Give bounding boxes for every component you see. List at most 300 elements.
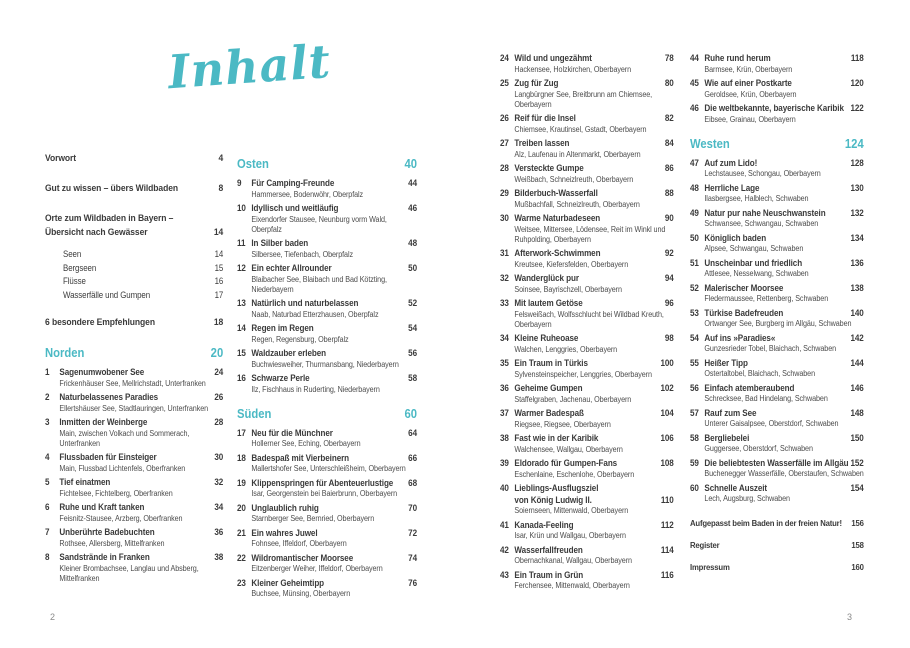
entry-number: 20 (237, 502, 246, 513)
entry-sublabel: Ilasbergsee, Halblech, Schwaben (704, 194, 809, 203)
front-matter-row (45, 212, 223, 226)
toc-entry-row (237, 298, 417, 310)
toc-entry-row (237, 348, 417, 360)
entry-sublabel: Langbürgner See, Breitbrunn am Chiemsee, Oberbayern (514, 89, 653, 109)
entry-page: 104 (660, 408, 674, 418)
entry-number: 24 (500, 53, 509, 63)
entry-title: Ruhe und Kraft tanken (59, 502, 145, 512)
entry-number: 1 (45, 367, 50, 377)
toc-entry (690, 308, 864, 330)
footer-page: 158 (851, 540, 864, 550)
toc-entry (45, 502, 223, 524)
entry-title: Wie auf einer Postkarte (704, 78, 792, 88)
entry-sublabel: Weitsee, Mittersee, Lödensee, Reit im Winkl und Ruhpolding, Oberbayern (514, 224, 666, 244)
entry-title: Türkise Badefreuden (704, 307, 784, 318)
toc-entry-row (237, 578, 417, 590)
entry-number: 30 (500, 213, 509, 223)
entry-page: 118 (850, 53, 864, 63)
toc-entry (690, 333, 864, 355)
toc-column-4 (690, 53, 864, 584)
toc-entry-row (500, 78, 674, 90)
entry-number: 44 (690, 53, 699, 63)
entry-title: Reif für die Insel (514, 113, 576, 123)
entry-sublabel: Sylvensteinspeicher, Lenggries, Oberbayern (514, 369, 652, 379)
front-matter-row (45, 152, 223, 166)
toc-entry-row (45, 552, 223, 564)
toc-entry (690, 258, 864, 280)
front-matter-label: Bergseen (63, 262, 97, 273)
toc-entry (237, 298, 417, 320)
entry-page: 50 (408, 263, 417, 273)
entry-number: 35 (500, 358, 509, 368)
toc-entry (237, 348, 417, 370)
entry-title: Malerischer Moorsee (704, 282, 784, 293)
entry-number: 37 (500, 408, 509, 418)
entry-number: 29 (500, 188, 509, 198)
entry-sublabel: Hammersee, Bodenwöhr, Oberpfalz (251, 189, 364, 199)
entry-page: 76 (408, 577, 417, 588)
entry-sublabel: Soiernseen, Mittenwald, Oberbayern (514, 506, 629, 515)
entry-sublabel: Schrecksee, Bad Hindelang, Schwaben (704, 394, 828, 403)
toc-entry-row (237, 203, 417, 215)
toc-entry (237, 203, 417, 235)
entry-number: 46 (690, 103, 699, 113)
entry-number: 49 (690, 207, 699, 218)
footer-label: Register (690, 540, 720, 550)
toc-entry (237, 503, 417, 525)
entry-title: Regen im Regen (251, 323, 314, 333)
entry-number: 60 (690, 482, 699, 493)
footer-item (690, 518, 864, 530)
entry-page: 130 (850, 182, 864, 193)
entry-page: 78 (664, 53, 674, 63)
toc-entry (237, 578, 417, 600)
toc-entry (237, 428, 417, 450)
entry-sublabel: Silbersee, Tiefenbach, Oberpfalz (251, 249, 353, 259)
entry-page: 154 (850, 482, 864, 493)
entry-sublabel: Hackensee, Holzkirchen, Oberbayern (514, 64, 632, 74)
entry-sublabel: Barmsee, Krün, Oberbayern (704, 64, 793, 74)
entry-sublabel: Fohnsee, Iffeldorf, Oberbayern (251, 539, 347, 548)
front-matter-label: Gut zu wissen – übers Wildbaden (45, 183, 179, 194)
toc-entry-row (500, 520, 674, 532)
entry-number: 45 (690, 78, 699, 88)
toc-entry-row (237, 373, 417, 385)
front-matter-item (45, 289, 223, 303)
front-matter-page: 14 (214, 249, 224, 259)
toc-entry (690, 483, 864, 505)
toc-entry (690, 158, 864, 180)
toc-entry-row (690, 358, 864, 370)
entry-title: Auf ins »Paradies« (704, 332, 776, 343)
section-page: 124 (844, 136, 864, 151)
entry-sublabel: Main, Flussbad Lichtenfels, Oberfranken (59, 463, 186, 473)
toc-entry-row (690, 233, 864, 245)
toc-entry-row (237, 553, 417, 565)
entry-title-continued: von König Ludwig II. (514, 494, 592, 505)
entry-page: 68 (408, 477, 417, 488)
toc-entry (500, 78, 674, 110)
entry-number: 41 (500, 519, 509, 530)
toc-entry-row (45, 417, 223, 429)
toc-entry-row (500, 570, 674, 582)
toc-entry (690, 183, 864, 205)
entry-title: Flussbaden für Einsteiger (59, 452, 157, 462)
toc-entry (500, 273, 674, 295)
entry-number: 8 (45, 552, 50, 562)
entry-title: Idyllisch und weitläufig (251, 203, 339, 213)
toc-entry-row (690, 408, 864, 420)
page-number-left: 2 (50, 612, 56, 622)
entry-number: 28 (500, 163, 509, 173)
entry-sublabel: Fichtelsee, Fichtelberg, Oberfranken (59, 488, 173, 498)
entry-title: Sagenumwobener See (59, 367, 145, 377)
toc-entry-row (690, 483, 864, 495)
entry-title: Schwarze Perle (251, 373, 310, 383)
entry-sublabel: Starnberger See, Bernried, Oberbayern (251, 514, 375, 523)
toc-entry (690, 53, 864, 75)
toc-entry (237, 453, 417, 475)
entry-number: 16 (237, 373, 246, 383)
entry-page: 122 (850, 103, 864, 113)
footer-label: Aufgepasst beim Baden in der freien Natur! (690, 518, 842, 528)
entry-sublabel: Frickenhäuser See, Mellrichstadt, Unterfranken (59, 378, 206, 388)
toc-entry-row (45, 367, 223, 379)
toc-entry-row (237, 503, 417, 515)
entry-title: Waldzauber erleben (251, 348, 327, 358)
entry-number: 43 (500, 569, 509, 580)
entry-title: Zug für Zug (514, 78, 559, 88)
entry-number: 57 (690, 407, 699, 418)
entry-page: 114 (660, 544, 674, 555)
toc-entry-row (45, 502, 223, 514)
entry-title: Ein Traum in Türkis (514, 358, 588, 368)
entry-sublabel: Chiemsee, Krautinsel, Gstadt, Oberbayern (514, 124, 647, 134)
entry-sublabel: Hollerner See, Eching, Oberbayern (251, 439, 361, 448)
front-matter-label: Orte zum Wildbaden in Bayern – (45, 213, 174, 224)
front-matter-label: Seen (63, 249, 82, 259)
entry-page: 98 (664, 333, 674, 343)
entry-title: Neu für die Münchner (251, 427, 333, 438)
toc-entry-row (45, 477, 223, 489)
toc-entry-row (500, 433, 674, 445)
section-label: Westen (690, 136, 730, 151)
entry-page: 138 (850, 282, 864, 293)
entry-number: 40 (500, 483, 509, 493)
entry-number: 39 (500, 458, 509, 468)
entry-sublabel: Lech, Augsburg, Schwaben (704, 494, 790, 503)
entry-sublabel: Rothsee, Allersberg, Mittelfranken (59, 538, 165, 548)
toc-entry (45, 477, 223, 499)
entry-page: 132 (850, 207, 864, 218)
entry-number: 25 (500, 78, 509, 88)
entry-number: 53 (690, 307, 699, 318)
entry-page: 86 (664, 163, 674, 173)
toc-column-2 (237, 157, 417, 603)
toc-entry-row (690, 183, 864, 195)
entry-number: 21 (237, 527, 246, 538)
entry-page: 46 (408, 203, 417, 213)
toc-entry-row (237, 178, 417, 190)
entry-page: 120 (850, 78, 864, 88)
footer-item (690, 562, 864, 574)
entry-title: Wasserfallfreuden (514, 544, 583, 555)
entry-title: Kanada-Feeling (514, 519, 574, 530)
entry-number: 55 (690, 357, 699, 368)
toc-entry-row (500, 273, 674, 285)
entry-sublabel: Unterer Gaisalpsee, Oberstdorf, Schwaben (704, 419, 839, 428)
toc-entry-row (500, 113, 674, 125)
section-label: Osten (237, 157, 269, 171)
entry-page: 64 (408, 427, 417, 438)
entry-title: Herrliche Lage (704, 182, 760, 193)
entry-number: 11 (237, 238, 246, 248)
toc-entry (500, 433, 674, 455)
entry-sublabel: Main, zwischen Volkach und Sommerach, Unterfranken (59, 428, 190, 448)
entry-sublabel: Riegsee, Riegsee, Oberbayern (514, 419, 611, 429)
front-matter-page: 4 (218, 153, 224, 164)
entry-page: 28 (214, 417, 224, 427)
toc-entry (500, 163, 674, 185)
toc-entry (690, 103, 864, 125)
entry-page: 116 (660, 569, 674, 580)
toc-entry-row (500, 545, 674, 557)
entry-number: 50 (690, 232, 699, 243)
entry-sublabel: Lechstausee, Schongau, Oberbayern (704, 169, 821, 178)
section-heading (690, 137, 864, 151)
toc-entry-row (690, 53, 864, 65)
toc-entry (237, 178, 417, 200)
entry-sublabel: Buchenegger Wasserfälle, Oberstaufen, Schwaben (704, 469, 864, 478)
toc-entry (500, 358, 674, 380)
entry-number: 48 (690, 182, 699, 193)
entry-number: 2 (45, 392, 50, 402)
front-matter-row (45, 275, 223, 289)
entry-page: 94 (664, 273, 674, 283)
toc-entry (690, 283, 864, 305)
entry-title: Natur pur nahe Neuschwanstein (704, 207, 826, 218)
entry-title: Schnelle Auszeit (704, 482, 768, 493)
entry-number: 54 (690, 332, 699, 343)
toc-entry (500, 248, 674, 270)
entry-title: Klippenspringen für Abenteuerlustige (251, 477, 394, 488)
entry-number: 17 (237, 427, 246, 438)
entry-number: 15 (237, 348, 246, 358)
toc-entry-row (690, 283, 864, 295)
entry-title: Lieblings-Ausflugsziel (514, 483, 599, 493)
entry-page: 72 (408, 527, 417, 538)
front-matter-item (45, 262, 223, 276)
toc-entry (690, 358, 864, 380)
entry-title: Kleiner Geheimtipp (251, 577, 325, 588)
entry-sublabel: Felsweißach, Wolfsschlucht bei Wildbad Kreuth, Oberbayern (514, 309, 664, 329)
entry-number: 42 (500, 544, 509, 555)
front-matter-page: 16 (214, 276, 224, 286)
entry-title: Fast wie in der Karibik (514, 433, 599, 443)
toc-entry-row (500, 138, 674, 150)
entry-number: 26 (500, 113, 509, 123)
entry-title: Wild und ungezähmt (514, 53, 592, 63)
entry-page: 54 (408, 323, 417, 333)
entry-number: 9 (237, 178, 242, 188)
entry-number: 34 (500, 333, 509, 343)
toc-entry (500, 545, 674, 567)
entry-page: 142 (850, 332, 864, 343)
toc-entry (237, 553, 417, 575)
entry-number: 38 (500, 433, 509, 443)
front-matter-row (45, 289, 223, 303)
footer-item (690, 540, 864, 552)
entry-sublabel: Gunzesrieder Tobel, Blaichach, Schwaben (704, 344, 837, 353)
entry-page: 90 (664, 213, 674, 223)
entry-number: 32 (500, 273, 509, 283)
toc-entry (500, 213, 674, 245)
front-matter-page: 17 (214, 289, 224, 300)
entry-sublabel: Fledermaussee, Rettenberg, Schwaben (704, 294, 829, 303)
entry-title: Königlich baden (704, 232, 767, 243)
entry-page: 70 (408, 502, 417, 513)
entry-sublabel: Eixendorfer Stausee, Neunburg vorm Wald, Oberpfalz (251, 214, 387, 234)
entry-number: 59 (690, 457, 699, 468)
entry-number-spacer (500, 495, 514, 507)
front-matter-item (45, 212, 223, 240)
entry-page: 140 (850, 307, 864, 318)
entry-title: Auf zum Lido! (704, 157, 758, 168)
entry-page: 112 (660, 519, 674, 530)
entry-sublabel: Walchensee, Wallgau, Oberbayern (514, 444, 623, 454)
toc-entry (690, 208, 864, 230)
toc-entry (500, 458, 674, 480)
entry-page: 32 (214, 477, 224, 487)
toc-entry-row (690, 458, 864, 470)
entry-sublabel: Isar, Krün und Wallgau, Oberbayern (514, 531, 626, 540)
entry-title: Sandstrände in Franken (59, 552, 150, 562)
entry-number: 51 (690, 257, 699, 268)
entry-sublabel: Ortwanger See, Burgberg im Allgäu, Schwaben (704, 319, 852, 328)
entry-sublabel: Isar, Georgenstein bei Baierbrunn, Oberbayern (251, 489, 398, 498)
entry-number: 18 (237, 452, 246, 463)
entry-page: 36 (214, 527, 224, 537)
entry-number: 12 (237, 263, 246, 273)
toc-entry-row (237, 263, 417, 275)
front-matter-page: 8 (218, 183, 224, 194)
toc-entry-row (500, 408, 674, 420)
toc-entry-row (237, 528, 417, 540)
entry-number: 4 (45, 452, 50, 462)
entry-title: Eldorado für Gumpen-Fans (514, 458, 618, 468)
front-matter-label-continued: Übersicht nach Gewässer (45, 227, 148, 238)
entry-sublabel: Buchwiesweiher, Thurmansbang, Niederbayern (251, 359, 399, 369)
entry-page: 148 (850, 407, 864, 418)
entry-sublabel: Eschenlaine, Eschenlohe, Oberbayern (514, 469, 635, 479)
entry-page: 34 (214, 502, 224, 512)
toc-entry-row (500, 483, 674, 495)
entry-title: Naturbelassenes Paradies (59, 392, 159, 402)
entry-title: Ein Traum in Grün (514, 569, 584, 580)
entry-sublabel: Mallertshofer See, Unterschleißheim, Oberbayern (251, 464, 406, 473)
toc-entry (690, 78, 864, 100)
entry-number: 10 (237, 203, 246, 213)
entry-page: 150 (850, 432, 864, 443)
entry-title: Geheime Gumpen (514, 383, 583, 393)
front-matter-item (45, 152, 223, 166)
toc-entry (237, 238, 417, 260)
entry-page: 74 (408, 552, 417, 563)
toc-entry (500, 113, 674, 135)
entry-number: 19 (237, 477, 246, 488)
toc-entry (237, 478, 417, 500)
section-page: 40 (404, 157, 417, 171)
entry-sublabel: Ilz, Fischhaus in Ruderting, Niederbayern (251, 384, 380, 394)
entry-title: Bergliebelei (704, 432, 750, 443)
entry-page: 102 (660, 383, 674, 393)
front-matter-page: 14 (213, 227, 224, 238)
entry-title: Treiben lassen (514, 138, 570, 148)
entry-page: 110 (660, 494, 674, 505)
entry-sublabel: Buchsee, Münsing, Oberbayern (251, 589, 351, 598)
toc-entry (45, 367, 223, 389)
entry-sublabel: Regen, Regensburg, Oberpfalz (251, 334, 349, 344)
entry-page: 106 (660, 433, 674, 443)
entry-sublabel: Blaibacher See, Blaibach und Bad Kötzting, Niederbayern (251, 274, 387, 294)
entry-page: 136 (850, 257, 864, 268)
entry-sublabel: Alz, Laufenau in Altenmarkt, Oberbayern (514, 149, 641, 159)
entry-page: 24 (214, 367, 224, 377)
toc-entry (237, 373, 417, 395)
entry-number: 47 (690, 157, 699, 168)
entry-number: 14 (237, 323, 246, 333)
toc-entry-row (500, 333, 674, 345)
toc-entry-row (690, 208, 864, 220)
entry-page: 38 (214, 552, 224, 562)
entry-title: Unscheinbar und friedlich (704, 257, 803, 268)
toc-entry-row (237, 478, 417, 490)
front-matter-label: Flüsse (63, 276, 86, 286)
toc-entry-row (45, 452, 223, 464)
toc-entry-row (500, 188, 674, 200)
entry-title: Warme Naturbadeseen (514, 213, 601, 223)
toc-entry (45, 417, 223, 449)
toc-entry-row (500, 53, 674, 65)
entry-title: In Silber baden (251, 238, 309, 248)
front-matter-label: 6 besondere Empfehlungen (45, 317, 155, 328)
toc-entry-row (237, 428, 417, 440)
toc-entry (500, 483, 674, 516)
entry-page: 134 (850, 232, 864, 243)
entry-title: Unglaublich ruhig (251, 502, 319, 513)
entry-page: 66 (408, 452, 417, 463)
toc-entry (500, 520, 674, 542)
footer-page: 156 (851, 518, 864, 528)
entry-sublabel: Walchen, Lenggries, Oberbayern (514, 344, 618, 354)
entry-title: Inmitten der Weinberge (59, 417, 148, 427)
entry-title: Wanderglück pur (514, 273, 579, 283)
entry-sublabel: Guggersee, Oberstdorf, Schwaben (704, 444, 813, 453)
entry-sublabel: Weißbach, Schneizlreuth, Oberbayern (514, 174, 634, 184)
entry-title: Die weltbekannte, bayerische Karibik (704, 103, 844, 113)
section-page: 20 (210, 346, 224, 360)
entry-page: 144 (850, 357, 864, 368)
entry-title: Natürlich und naturbelassen (251, 298, 359, 308)
toc-entry (45, 552, 223, 584)
toc-entry-row (500, 298, 674, 310)
toc-entry-row (500, 495, 674, 507)
page-number-right: 3 (846, 612, 852, 622)
entry-page: 48 (408, 238, 417, 248)
toc-entry-row (690, 433, 864, 445)
entry-page: 100 (660, 358, 674, 368)
toc-entry-row (237, 323, 417, 335)
